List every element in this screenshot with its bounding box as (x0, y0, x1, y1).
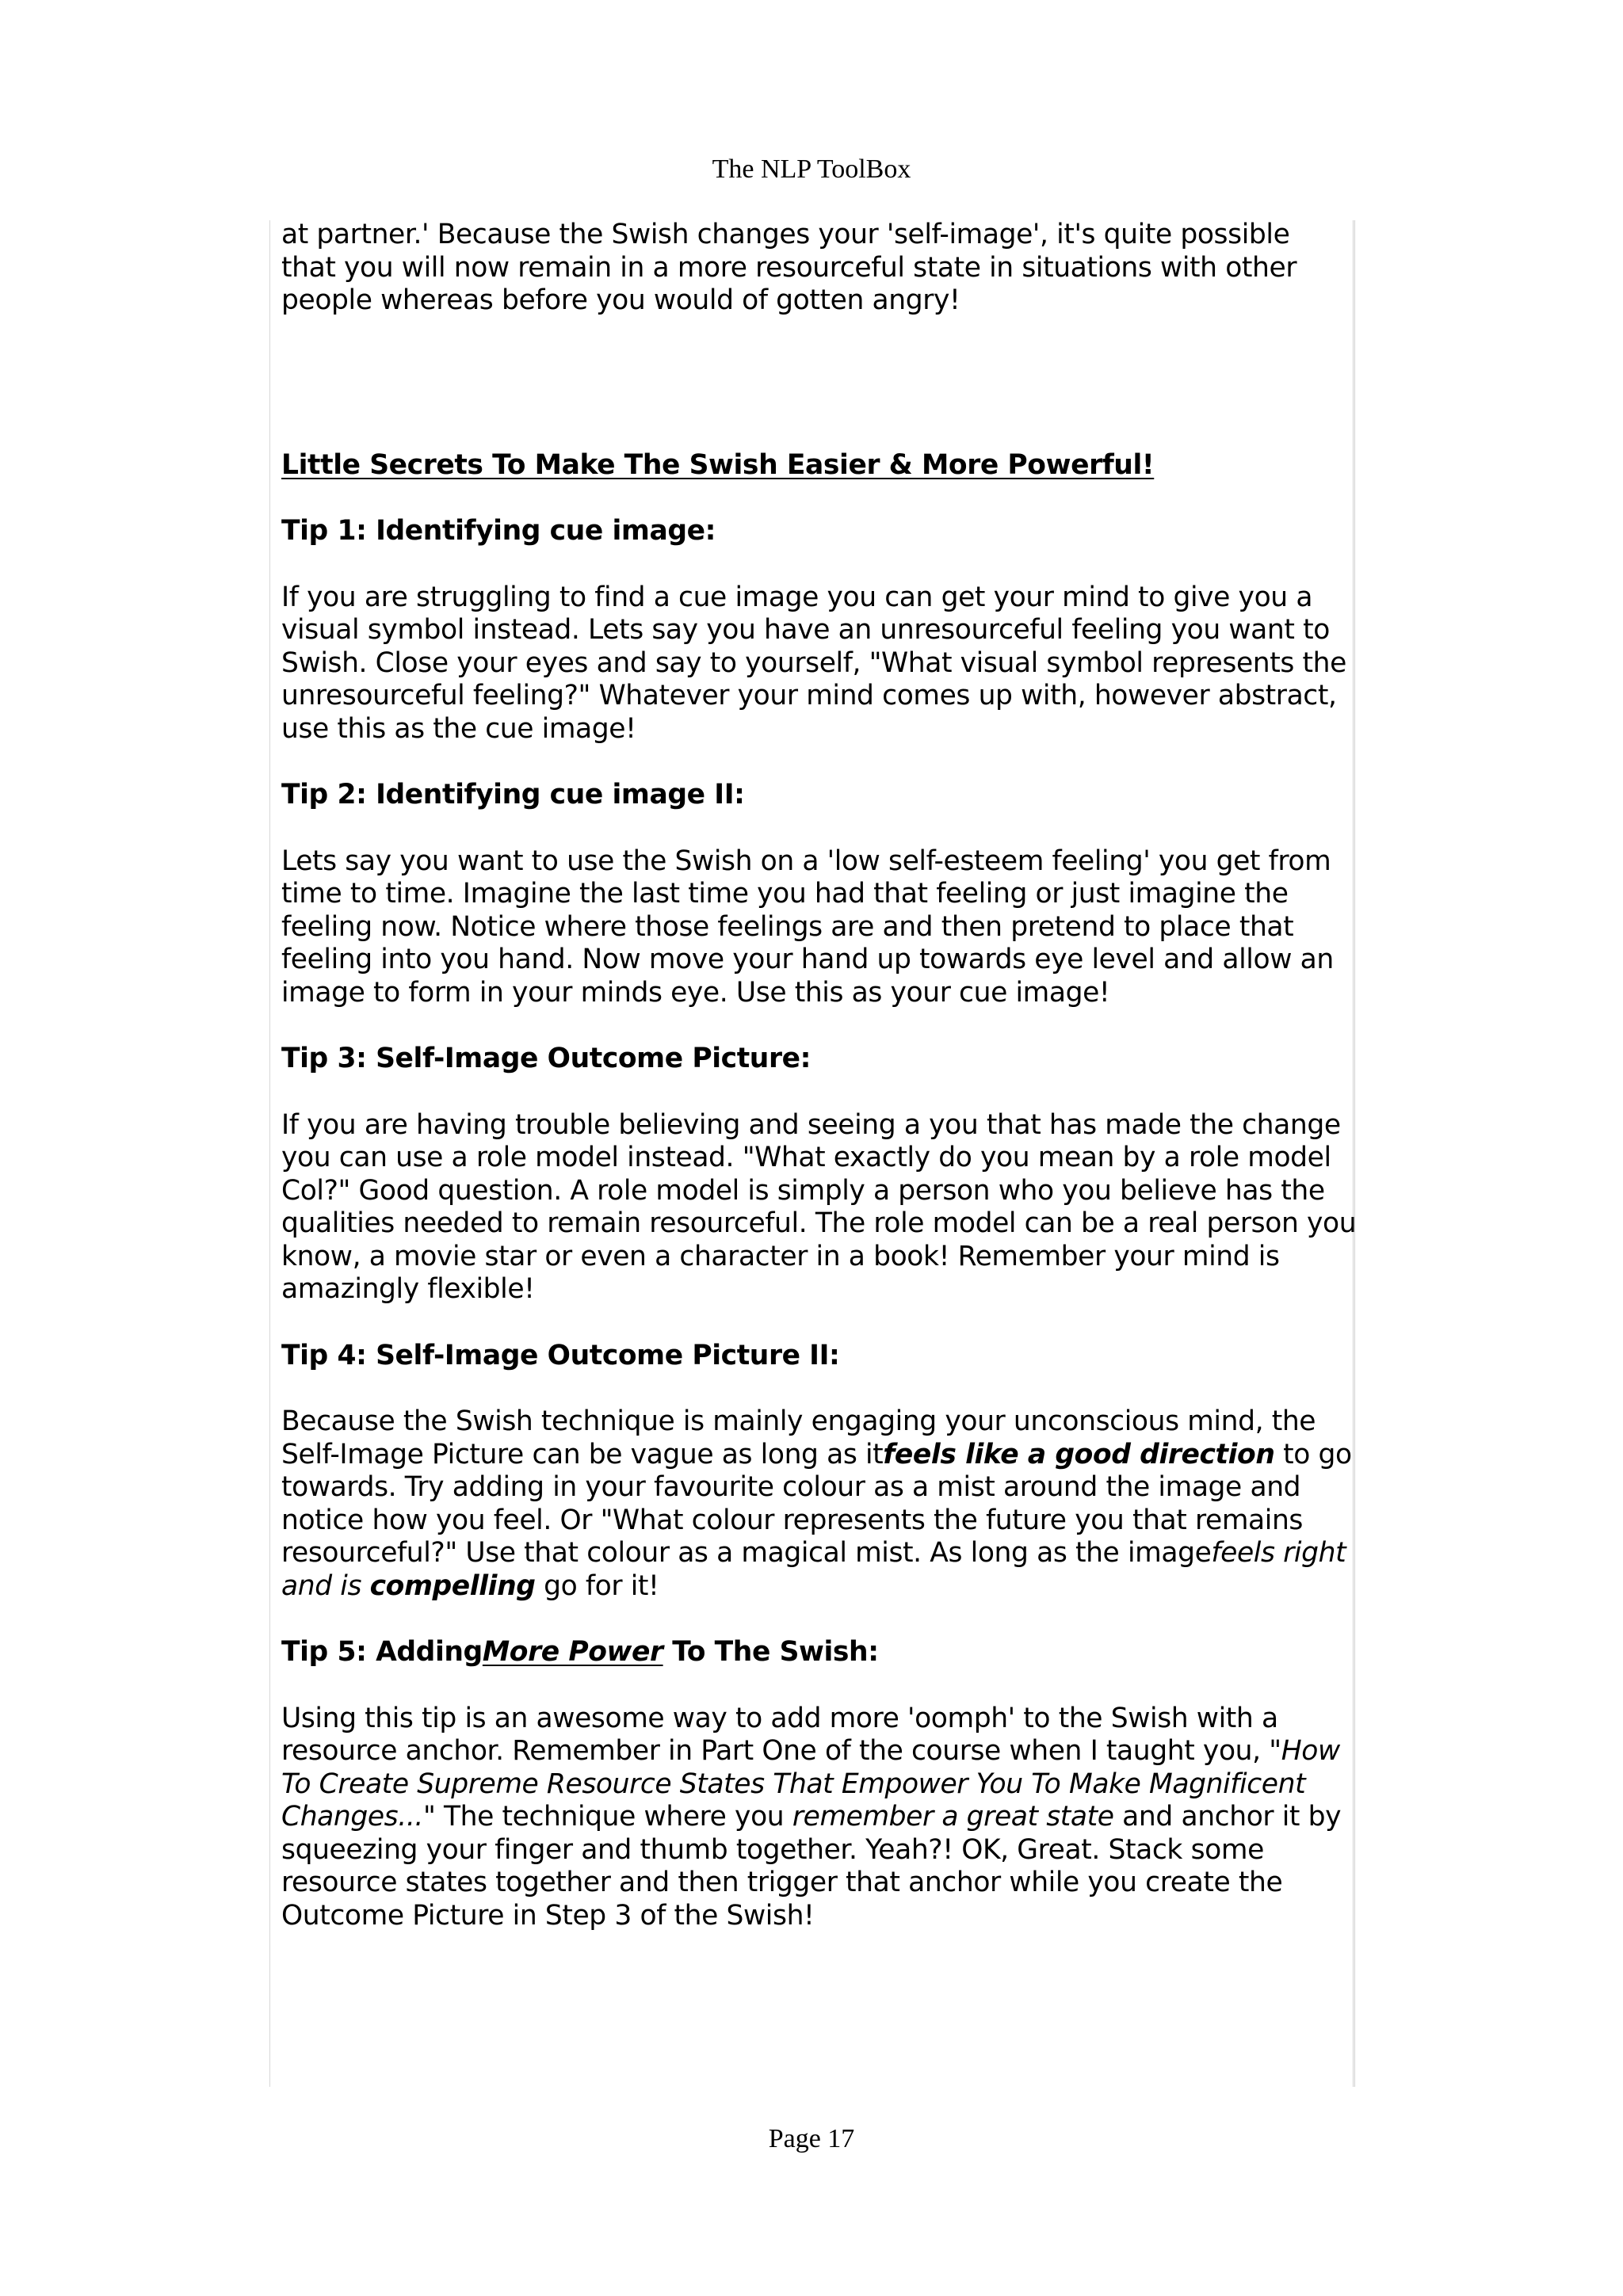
document-body (281, 219, 1365, 1932)
text-line: Swish. Close your eyes and say to yourself, "What visual symbol represents the (281, 646, 1346, 679)
text-line: squeezing your finger and thumb together. Yeah?! OK, Great. Stack some (281, 1833, 1264, 1866)
italic-text: and is (281, 1569, 370, 1602)
intro-paragraph (281, 219, 1365, 318)
text-line: Because the Swish technique is mainly engaging your unconscious mind, the (281, 1405, 1316, 1437)
text-line: you can use a role model instead. "What exactly do you mean by a role model (281, 1142, 1331, 1173)
tip2-heading: Tip 2: Identifying cue image II: (281, 779, 745, 810)
tip1-paragraph (281, 582, 1365, 746)
text-line: visual symbol instead. Lets say you have an unresourceful feeling you want to (281, 614, 1330, 646)
tip4-paragraph (281, 1405, 1365, 1603)
tip3-paragraph (281, 1109, 1365, 1306)
text-line (281, 1570, 1365, 1604)
text-run: resourceful?" Use that colour as a magical mist. As long as the image (281, 1537, 1212, 1569)
page-header-title: The NLP ToolBox (712, 154, 911, 184)
text-run: The technique where you (435, 1801, 792, 1833)
text-line: notice how you feel. Or "What colour represents the future you that remains (281, 1504, 1304, 1536)
text-line: unresourceful feeling?" Whatever your mind comes up with, however abstract, (281, 680, 1337, 711)
text-line (281, 1537, 1365, 1570)
text-line: people whereas before you would of gotten angry! (281, 284, 960, 316)
italic-text: To Create Supreme Resource States That Empower You To Make Magnificent (281, 1768, 1306, 1800)
text-line: If you are having trouble believing and seeing a you that has made the change (281, 1108, 1341, 1141)
text-line: Outcome Picture in Step 3 of the Swish! (281, 1899, 815, 1932)
text-line: If you are struggling to find a cue image you can get your mind to give you a (281, 581, 1313, 613)
text-line (281, 1801, 1365, 1834)
section-heading: Little Secrets To Make The Swish Easier & More Powerful! (281, 448, 1155, 481)
italic-text: Changes..." (281, 1801, 436, 1833)
tip5-heading (281, 1636, 1365, 1669)
text-line: at partner.' Because the Swish changes your 'self-image', it's quite possible (281, 219, 1290, 250)
text-line: Lets say you want to use the Swish on a 'low self-esteem feeling' you get from (281, 845, 1331, 877)
italic-text: feels right (1211, 1537, 1346, 1569)
text-line: that you will now remain in a more resourceful state in situations with other (281, 251, 1297, 284)
text-run: to go (1274, 1438, 1352, 1470)
text-line: Using this tip is an awesome way to add more 'oomph' to the Swish with a (281, 1702, 1278, 1734)
tip4-heading: Tip 4: Self-Image Outcome Picture II: (281, 1339, 840, 1371)
text-run: Self-Image Picture can be vague as long as it (281, 1438, 884, 1470)
text-line: time to time. Imagine the last time you had that feeling or just imagine the (281, 878, 1289, 910)
emphasis-text: More Power (482, 1636, 663, 1668)
text-line: feeling into you hand. Now move your hand up towards eye level and allow an (281, 944, 1334, 975)
text-line: qualities needed to remain resourceful. The role model can be a real person you (281, 1207, 1357, 1239)
text-run: and anchor it by (1113, 1801, 1342, 1833)
text-line: use this as the cue image! (281, 712, 636, 745)
text-line: towards. Try adding in your favourite colour as a mist around the image and (281, 1471, 1301, 1503)
text-run: resource anchor. Remember in Part One of the course when I taught you, (281, 1735, 1270, 1767)
tip1-heading: Tip 1: Identifying cue image: (281, 515, 716, 547)
italic-text: "How (1269, 1735, 1340, 1767)
emphasis-text: compelling (369, 1569, 536, 1602)
text-line: amazingly flexible! (281, 1273, 535, 1305)
tip5-paragraph (281, 1703, 1365, 1933)
text-run: go for it! (535, 1569, 659, 1602)
text-line: feeling now. Notice where those feelings are and then pretend to place that (281, 910, 1294, 943)
text-line (281, 1735, 1365, 1768)
text-line: resource states together and then trigger that anchor while you create the (281, 1867, 1283, 1898)
page-number: Page 17 (768, 2124, 855, 2153)
text-line: know, a movie star or even a character in a book! Remember your mind is (281, 1240, 1280, 1272)
tip3-heading: Tip 3: Self-Image Outcome Picture: (281, 1043, 811, 1074)
text-line (281, 1439, 1365, 1472)
italic-text: remember a great state (792, 1801, 1114, 1833)
text-line (281, 1768, 1365, 1802)
text-line: image to form in your minds eye. Use this as your cue image! (281, 976, 1110, 1009)
emphasis-text: feels like a good direction (883, 1438, 1275, 1470)
text-line: Col?" Good question. A role model is simply a person who you believe has the (281, 1174, 1325, 1207)
text-run: Tip 5: Adding (281, 1636, 483, 1668)
tip2-paragraph (281, 845, 1365, 1010)
text-run: To The Swish: (663, 1636, 879, 1668)
